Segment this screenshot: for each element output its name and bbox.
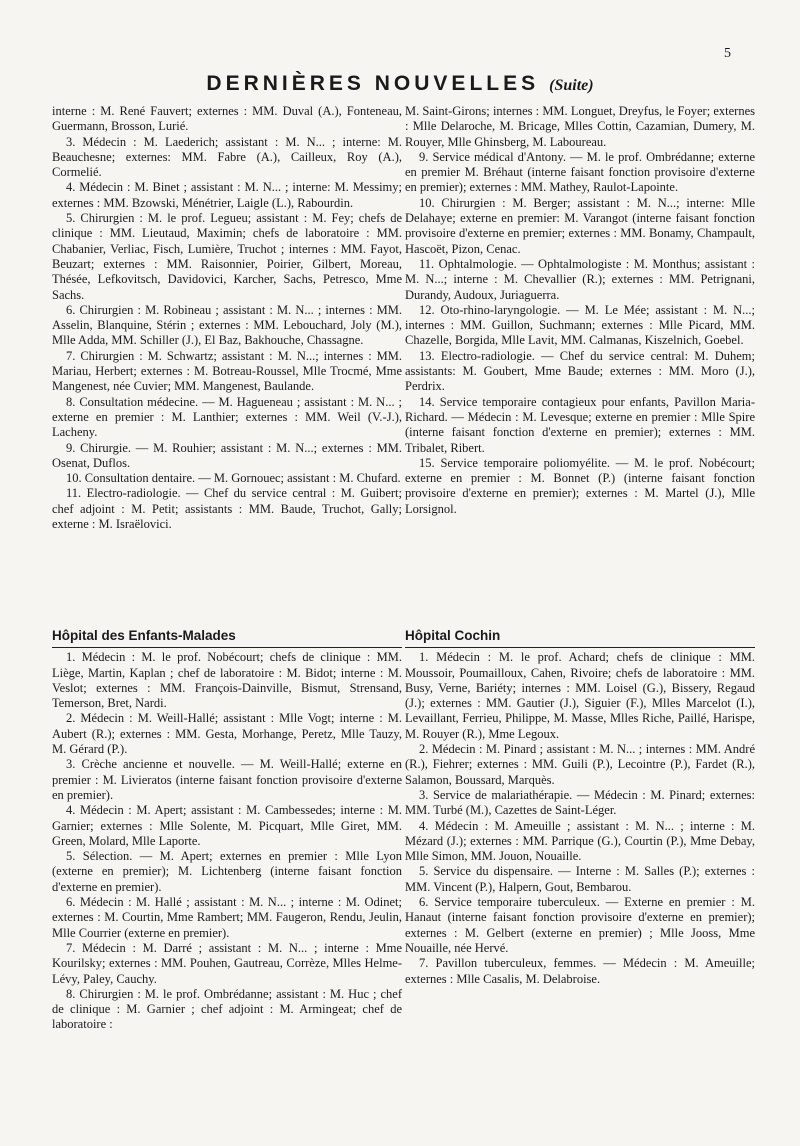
list-item: 6. Chirurgien : M. Robineau ; assistant : M. N... ; internes : MM. Asselin, Blanquine, Stérin ; externes : MM. Lebouchard, Joly (M.), Mlle Adda, MM. Schiller (J.), El Baz, Bakhouche, Chassagne.	[52, 302, 402, 348]
section-title: Hôpital Cochin	[405, 628, 501, 643]
divider	[52, 647, 402, 648]
list-item: 15. Service temporaire poliomyélite. — M. le prof. Nobécourt; externe en premier : M. Bonnet (P.) (interne faisant fonction provisoire d'externe en premier); externes : M. Martel (J.), Mlle Lorsignol.	[405, 455, 755, 516]
enfants-malades-section	[52, 628, 402, 1033]
list-item: 5. Sélection. — M. Apert; externes en premier : Mlle Lyon (externe en premier); M. Lichtenberg (interne faisant fonction d'externe en premier).	[52, 849, 402, 894]
list-item: 10. Chirurgien : M. Berger; assistant : M. N...; interne: Mlle Delahaye; externe en premier: M. Varangot (interne faisant fonction provisoire d'externe en premier; externes : MM. Bonamy, Champault, Hascoët, Pizon, Cenac.	[405, 195, 755, 256]
list-item: interne : M. René Fauvert; externes : MM. Duval (A.), Fonteneau, Guermann, Brosson, Lurié.	[52, 104, 402, 134]
left-column-top	[52, 104, 402, 532]
list-item: 5. Service du dispensaire. — Interne : M. Salles (P.); externes : MM. Vincent (P.), Halpern, Gout, Bembarou.	[405, 864, 755, 894]
list-item: 6. Service temporaire tuberculeux. — Externe en premier : M. Hanaut (interne faisant fonction provisoire d'externe en premier); externes : M. Gelbert (externe en premier) ; Mlle Jooss, Mme Nouaille, née Hervé.	[405, 895, 755, 955]
list-item: 11. Electro-radiologie. — Chef du service central : M. Guibert; chef adjoint : M. Petit; assistants : MM. Baude, Truchot, Gally; externe : M. Israëlovici.	[52, 486, 402, 532]
list-item: 9. Service médical d'Antony. — M. le prof. Ombrédanne; externe en premier M. Bréhaut (interne faisant fonction provisoire d'externe en premier); externes : MM. Mathey, Raulot-Lapointe.	[405, 149, 755, 195]
list-item: 3. Médecin : M. Laederich; assistant : M. N... ; interne: M. Beauchesne; externes: MM. Fabre (A.), Cailleux, Roy (A.), Cormelié.	[52, 134, 402, 180]
right-column-top	[405, 104, 755, 517]
list-item: 3. Service de malariathérapie. — Médecin : M. Pinard; externes: MM. Turbé (M.), Cazettes de Saint-Léger.	[405, 787, 755, 818]
list-item: 12. Oto-rhino-laryngologie. — M. Le Mée; assistant : M. N...; internes : MM. Guillon, Suchmann; externes : Mlle Picard, MM. Chazelle, Borgida, Mlle Lavit, MM. Calmanas, Kiszelnich, Goebel.	[405, 302, 755, 348]
list-item: 4. Médecin : M. Ameuille ; assistant : M. N... ; interne : M. Mézard (J.); externes : MM. Parrique (G.), Courtin (P.), Mme Debay, Mlle Simon, MM. Jouon, Nouaille.	[405, 818, 755, 864]
list-item: 8. Chirurgien : M. le prof. Ombrédanne; assistant : M. Huc ; chef de clinique : M. Garnier ; chef adjoint : M. Armingeat; chef de laboratoire :	[52, 986, 402, 1032]
page-number: 5	[724, 46, 731, 61]
list-item: 3. Crèche ancienne et nouvelle. — M. Weill-Hallé; externe en premier : M. Livieratos (interne faisant fonction provisoire d'externe en premier).	[52, 757, 402, 802]
list-item: 8. Consultation médecine. — M. Hagueneau ; assistant : M. N... ; externe en premier : M. Lanthier; externes : MM. Weil (V.-J.), Lacheny.	[52, 394, 402, 440]
list-item: 7. Pavillon tuberculeux, femmes. — Médecin : M. Ameuille; externes : Mlle Casalis, M. Delabroise.	[405, 956, 755, 986]
list-item: 1. Médecin : M. le prof. Achard; chefs de clinique : MM. Moussoir, Poumailloux, Cahen, Rivoire; chefs de laboratoire : MM. Busy, Verne, Bariéty; internes : MM. Loisel (G.), Bissery, Regaud (J.); externes : MM. Gautier (J.), Siguier (F.), Mlles Marcelot (I.), Levaillant, Ferrieu, Philippe, M. Masse, Mlles Riche, Paillé, Harispe, M. Rouyer (R.), Mme Legoux.	[405, 650, 755, 741]
page-header	[0, 72, 800, 96]
divider	[405, 647, 755, 648]
header-subtitle: (Suite)	[549, 77, 594, 94]
list-item: 11. Ophtalmologie. — Ophtalmologiste : M. Monthus; assistant : M. N...; interne : M. Chevallier (R.); externes : MM. Petrignani, Durandy, Audoux, Juriaguerra.	[405, 256, 755, 302]
list-item: 7. Médecin : M. Darré ; assistant : M. N... ; interne : Mme Kourilsky; externes : MM. Pouhen, Gautreau, Corrèze, Mlles Helme-Lévy, Paley, Cauchy.	[52, 940, 402, 986]
header-title: DERNIÈRES NOUVELLES	[206, 72, 540, 95]
list-item: 1. Médecin : M. le prof. Nobécourt; chefs de clinique : MM. Liège, Martin, Kaplan ; chef de laboratoire : M. Bidot; interne : M. Veslot; externes : MM. François-Dainville, Bismut, Strensand, Temerson, Bret, Nardi.	[52, 650, 402, 711]
list-item: 4. Médecin : M. Binet ; assistant : M. N... ; interne: M. Messimy; externes : MM. Bzowski, Ménétrier, Laigle (L.), Rabourdin.	[52, 180, 402, 210]
list-item: 5. Chirurgien : M. le prof. Legueu; assistant : M. Fey; chefs de clinique : MM. Lieutaud, Maximin; chefs de laboratoire : MM. Chabanier, Verliac, Fisch, Lumière, Truchot ; internes : MM. Fayot, Beuzart; externes : MM. Raisonnier, Poirier, Gilbert, Moreau, Thésée, Lefkovitsch, Davidovici, Karcher, Sachs, Petresco, Mme Sachs.	[52, 211, 402, 302]
section-title: Hôpital des Enfants-Malades	[52, 628, 236, 643]
list-item: 14. Service temporaire contagieux pour enfants, Pavillon Maria-Richard. — Médecin : M. Levesque; externe en premier : Mlle Spire (interne faisant fonction d'externe en premier); externes : MM. Tribalet, Ribert.	[405, 394, 755, 455]
list-item: 2. Médecin : M. Weill-Hallé; assistant : Mlle Vogt; interne : M. Aubert (R.); externes : MM. Gesta, Morhange, Peretz, Mlle Tauzy, M. Gérard (P.).	[52, 711, 402, 757]
list-item: 6. Médecin : M. Hallé ; assistant : M. N... ; interne : M. Odinet; externes : M. Courtin, Mme Rambert; MM. Faugeron, Rendu, Jeulin, Mlle Courrier (externe en premier).	[52, 895, 402, 940]
list-item: 7. Chirurgien : M. Schwartz; assistant : M. N...; internes : MM. Mariau, Herbert; externes : M. Botreau-Roussel, Mlle Trocmé, Mme Mangenest, née Cuvier; MM. Mangenest, Baulande.	[52, 348, 402, 394]
list-item: M. Saint-Girons; internes : MM. Longuet, Dreyfus, le Foyer; externes : Mlle Delaroche, M. Bricage, Mlles Cottin, Cazamian, Dumery, M. Rouyer, Mlle Ghinsberg, M. Laboureau.	[405, 104, 755, 149]
list-item: 9. Chirurgie. — M. Rouhier; assistant : M. N...; externes : MM. Osenat, Duflos.	[52, 440, 402, 470]
list-item: 2. Médecin : M. Pinard ; assistant : M. N... ; internes : MM. André (R.), Fiehrer; externes : MM. Guili (P.), Lecointre (P.), Fardet (R.), Salamon, Boussard, Marquès.	[405, 742, 755, 787]
list-item: 13. Electro-radiologie. — Chef du service central: M. Duhem; assistants: M. Goubert, Mme Baude; externes : MM. Moro (J.), Perdrix.	[405, 348, 755, 394]
cochin-section	[405, 628, 755, 987]
list-item: 4. Médecin : M. Apert; assistant : M. Cambessedes; interne : M. Garnier; externes : Mlle Solente, M. Picquart, Mlle Giret, MM. Green, Molard, Mlle Laporte.	[52, 803, 402, 848]
list-item: 10. Consultation dentaire. — M. Gornouec; assistant : M. Chufard.	[66, 471, 401, 486]
